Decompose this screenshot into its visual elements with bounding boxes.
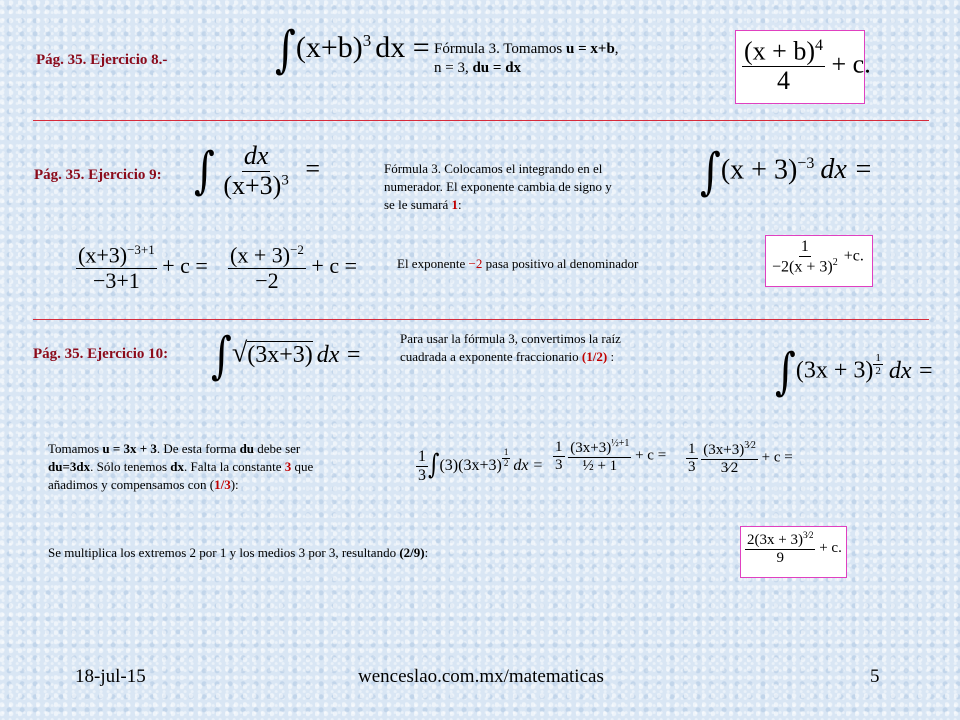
exercise-10-step-3: $\frac{1}{3}$ $\frac{(3x+3)^{3⁄2}}{3⁄2}$ + c =: [688, 440, 793, 476]
integral-sign-icon: ∫: [211, 327, 232, 385]
integral-sign-icon: ∫: [275, 21, 296, 79]
integral-sign-icon: ∫: [775, 343, 796, 401]
footer-site: wenceslao.com.mx/matematicas: [358, 666, 604, 687]
exercise-9-note: El exponente −2 pasa positivo al denominador: [397, 256, 639, 271]
integral-sign-icon: ∫: [194, 142, 215, 200]
divider-1: [33, 120, 929, 121]
exercise-10-final-note: Se multiplica los extremos 2 por 1 y los medios 3 por 3, resultando (2/9):: [48, 545, 429, 560]
sqrt-icon: √: [231, 337, 248, 369]
exercise-10-note: Tomamos u = 3x + 3. De esta forma du debe ser du=3dx. Sólo tenemos dx. Falta la constante 3 que añadimos y compensamos con (1/3):: [48, 441, 314, 492]
exercise-10-description: Para usar la fórmula 3, convertimos la raíz cuadrada a exponente fraccionario (1/2) :: [400, 331, 621, 364]
divider-2: [33, 319, 929, 320]
exercise-8-integral: $\int(x+b)^3$ dx =: [275, 21, 430, 79]
integral-sign-icon: ∫: [428, 449, 440, 482]
integral-sign-icon: ∫: [700, 143, 721, 201]
answer-fraction: $\frac{(x + b)^4}{4}$: [744, 36, 823, 96]
footer-date: 18-jul-15: [75, 666, 146, 687]
exercise-9-title: Pág. 35. Ejercicio 9:: [34, 167, 162, 183]
exercise-10-step-2: $\frac{1}{3}$ $\frac{(3x+3)^{\frac{1}{2}+1}}{\text{½ + 1}}$ + c =: [555, 438, 667, 474]
exercise-10-rewritten: ∫(3x + 3) $\frac{1}{2}$ dx =: [775, 343, 934, 401]
exercise-9-rewritten: $\int(x + 3)^{-3}$ dx =: [700, 143, 873, 201]
exercise-9-description: Fórmula 3. Colocamos el integrando en el numerador. El exponente cambia de signo y se le sumará 1:: [384, 161, 612, 212]
exercise-8-answer-box: $\frac{(x + b)^4}{4}$ + c.: [735, 30, 865, 104]
exercise-10-step-1: $\frac{1}{3}$ ∫(3)(3x+3) $\frac{1}{2}$ dx =: [418, 447, 544, 484]
exercise-9-integral: ∫ $\frac{dx}{(x+3)^3}$ =: [194, 141, 320, 200]
exercise-9-step-2: $\frac{(x + 3)^{-2}}{-2}$ + c =: [230, 242, 357, 293]
exercise-9-answer-box: $\frac{1}{-2(x + 3)^2}$ +c.: [765, 235, 873, 287]
exercise-10-integral: ∫√(3x+3) dx =: [211, 327, 362, 385]
exercise-10-answer-box: $\frac{2(3x + 3)^{3⁄2}}{9}$ + c.: [740, 526, 847, 578]
exercise-8-title: Pág. 35. Ejercicio 8.-: [36, 52, 168, 68]
exercise-8-description: Fórmula 3. Tomamos u = x+b, n = 3, du = dx: [434, 41, 619, 76]
footer-page-number: 5: [870, 666, 880, 687]
exercise-9-step-1: $\frac{(x+3)^{-3+1}}{-3+1}$ + c =: [78, 242, 208, 293]
exercise-10-title: Pág. 35. Ejercicio 10:: [33, 346, 169, 362]
